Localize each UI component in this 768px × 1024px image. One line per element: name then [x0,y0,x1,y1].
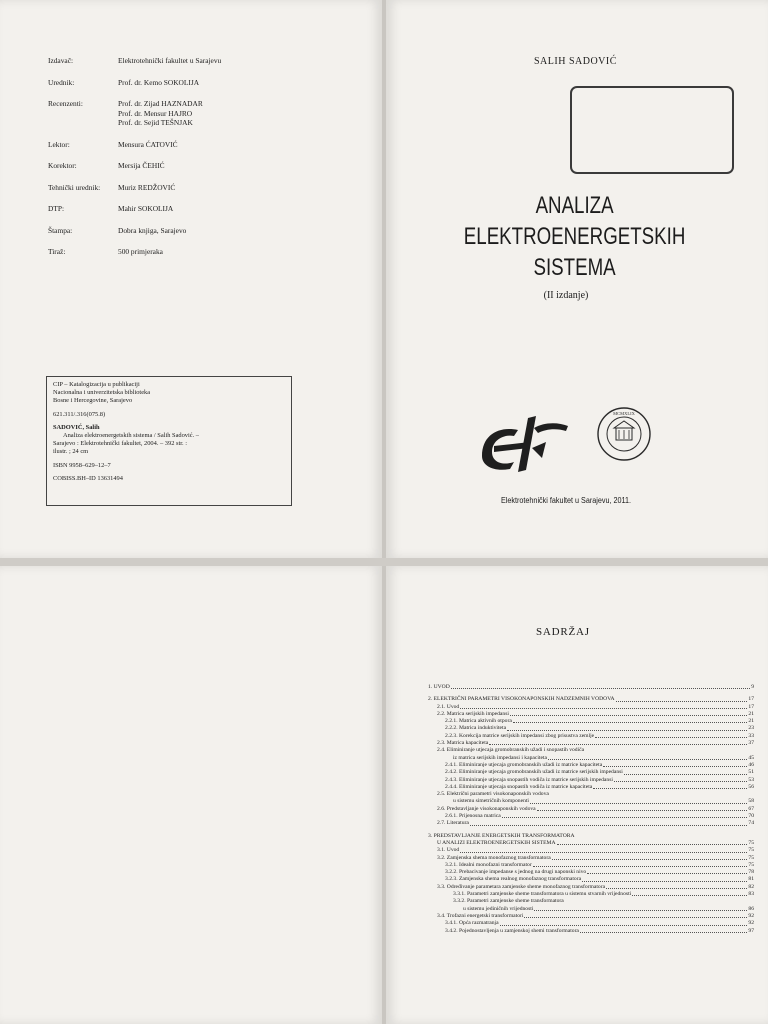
toc-entry-title: 2.4.1. Eliminiranje utjecaja gromobranskih užadi iz matrice kapaciteta [445,761,603,768]
toc-entry [428,718,754,725]
toc-entry [428,684,754,691]
credit-person [118,183,348,193]
toc-leader [624,769,748,774]
cip-header [53,381,285,406]
toc-leader [552,855,748,860]
toc-page-number: 70 [748,813,754,820]
toc-leader [593,784,747,789]
toc-entry-title: 2.3. Matrica kapaciteta [437,740,489,747]
toc-leader [502,813,748,818]
toc-leader [489,740,747,745]
cip-author: SADOVIĆ, Salih [53,423,100,431]
credit-row [48,183,348,193]
toc-entry [428,725,754,732]
toc-entry-title: 3.4. Trofazni energetski transformatori [437,912,524,919]
credit-person [118,247,348,257]
credit-role: Recenzenti: [48,99,83,108]
toc-leader [537,806,748,811]
toc-entry [428,928,754,935]
toc-entry-title: 2.1. Uvod [437,703,460,710]
cip-description-line: Sarajevo : Elektrotehnički fakultet, 2004. – 392 str. : [53,440,187,448]
toc-entry-title: iz matrica serijskih impedansi i kapaciteta [453,754,547,761]
credit-person [118,161,348,171]
credit-row [48,226,348,236]
toc-entry [428,798,754,805]
toc-entry-title: 2.2. Matrica serijskih impedansi [437,710,509,717]
toc-page-number: 75 [748,839,754,846]
toc-entry [428,777,754,784]
toc-leader [533,862,748,867]
credit-row [48,204,348,214]
toc-page-number: 92 [748,920,754,927]
credits-list [48,56,348,269]
toc-page-number: 82 [748,883,754,890]
toc-entry [428,813,754,820]
toc-entry [428,876,754,883]
toc-entry [428,704,754,711]
credit-role: Lektor: [48,139,70,149]
credit-person [118,140,348,150]
toc-entry-title: 2.4.4. Eliminiranje utjecaja snopastih vodiča iz matrice kapaciteta [445,783,593,790]
toc-page-number: 92 [748,912,754,919]
toc-entry-title: 2.2.3. Korekcija matrice serijskih impedansi zbog prisustva zemlje [445,732,595,739]
credit-person [118,78,348,88]
toc-page-number: 37 [748,740,754,747]
toc-leader [460,704,747,709]
toc-entry [428,791,754,798]
cip-header-line: CIP – Katalogizacija u publikaciji [53,381,140,388]
toc-page-number: 97 [748,927,754,934]
toc-page-number: 51 [748,769,754,776]
toc-entry-title: 2.4. Eliminiranje utjecaja gromobranskih užadi i snopastih vodiča [437,747,585,754]
cip-classification: 621.311/.316(075.8) [53,410,106,418]
cip-header-line: Nacionalna i univerzitetska biblioteka [53,389,151,397]
credit-person-line: Mensura ĆATOVIĆ [118,139,178,149]
toc-entry [428,920,754,927]
cip-cobiss: COBISS.BH–ID 13631494 [53,474,123,482]
title-page [386,0,768,558]
toc-page-number: 45 [748,754,754,761]
credit-role: Tiraž: [48,247,66,256]
contents-title: SADRŽAJ [536,626,590,638]
toc-entry-title: 2.5. Električni parametri visokonaponskih vodova [437,791,549,798]
toc-page-number: 75 [748,854,754,861]
toc-entry-title: u sistemu jediničnih vrijednosti [463,905,534,912]
toc-page-number: 58 [748,798,754,805]
toc-entry [428,906,754,913]
table-of-contents [428,684,754,935]
toc-page-number: 81 [748,876,754,883]
toc-entry-title: 1. UVOD [428,684,450,690]
toc-page-number: 75 [748,847,754,854]
credit-person [118,226,348,236]
toc-page-number: 75 [748,861,754,868]
page-divider [0,558,768,566]
toc-entry [428,747,754,754]
credit-person [118,204,348,214]
toc-leader [582,876,747,881]
faculty-logo-icon [474,412,574,474]
toc-leader [606,884,747,889]
credit-role: Štampa: [48,225,73,235]
toc-page-number: 67 [748,805,754,812]
toc-leader [595,733,747,738]
credit-person [118,99,348,128]
credit-row [48,99,348,128]
credit-person-line: Mersija ČEHIĆ [118,161,165,170]
toc-leader [530,798,747,803]
credit-role: Izdavač: [48,56,74,65]
toc-leader [470,820,748,825]
cip-header-line: Bosne i Hercegovine, Sarajevo [53,397,133,405]
toc-entry [428,762,754,769]
cover-frame [570,86,734,174]
toc-entry-title: 3.1. Uvod [437,847,460,854]
toc-page-number: 86 [748,905,754,912]
toc-page-number: 78 [748,869,754,876]
toc-entry [428,784,754,791]
seal-year: MCMXLIX [613,411,635,416]
toc-entry-title: 2.6.1. Prijenosna matrica [445,813,501,820]
publisher-line: Elektrotehnički fakultet u Sarajevu, 2011. [501,496,631,505]
toc-entry [428,884,754,891]
toc-entry-title: 2. ELEKTRIČNI PARAMETRI VISOKONAPONSKIH NADZEMNIH VODOVA [428,696,615,703]
credit-person-line: 500 primjeraka [118,247,163,256]
toc-leader [451,684,750,689]
toc-entry-title: 2.4.3. Eliminiranje utjecaja snopastih vodiča iz matrice serijskih impedansi [445,776,613,783]
toc-entry-title: 2.7. Literatura [437,820,469,827]
cip-description-line: Analiza elektroenergetskih sistema / Salih Sadović. – [63,432,200,440]
toc-entry-title: 2.6. Predstavljanje visokonaponskih vodova [437,805,536,812]
toc-leader [580,928,747,933]
toc-entry-title: 3.3. Određivanje parametara zamjenske sheme monofaznog transformatora [437,883,606,890]
university-seal-icon [596,406,652,462]
toc-leader [534,906,747,911]
credit-role: Tehnički urednik: [48,182,101,192]
toc-entry [428,913,754,920]
credit-person-line: Muriz REDŽOVIĆ [118,182,176,192]
credit-person-line: Prof. dr. Zijad HAZNADAR [118,99,203,108]
toc-entry [428,840,754,847]
toc-entry-title: U ANALIZI ELEKTROENERGETSKIH SISTEMA [437,839,556,846]
toc-entry [428,769,754,776]
toc-page-number: 17 [748,703,754,710]
toc-entry [428,696,754,703]
credit-role: DTP: [48,204,65,213]
toc-leader [557,840,748,845]
toc-page-number: 17 [748,696,754,703]
credit-role: Urednik: [48,77,75,87]
toc-entry-title: 3.2.2. Prebacivanje impedanse s jednog na drugi naponski nivo [445,869,587,876]
book-title-line: ANALIZA [535,192,614,219]
credit-row [48,56,348,66]
toc-entry-title: 3.2.1. Idealni monofazni transformator [445,861,532,868]
credit-person-line: Prof. dr. Mensur HAJRO [118,108,193,118]
blank-page [0,566,382,1024]
toc-leader [587,869,747,874]
toc-entry-title: 3.3.1. Parametri zamjenske sheme transformatora u sistemu stvarnih vrijednosti [453,891,632,898]
credit-role: Korektor: [48,161,77,170]
credit-person-line: Mahir SOKOLIJA [118,204,174,213]
toc-page-number: 53 [748,776,754,783]
toc-page-number: 46 [748,761,754,768]
toc-leader [603,762,747,767]
toc-entry [428,806,754,813]
toc-leader [616,696,748,701]
toc-entry [428,855,754,862]
toc-entry [428,862,754,869]
toc-entry-title: 2.2.2. Matrica induktiviteta [445,725,507,732]
toc-page-number: 56 [748,783,754,790]
contents-page [386,566,768,1024]
toc-entry [428,740,754,747]
toc-entry-title: 3. PREDSTAVLJANJE ENERGETSKIH TRANSFORMATORA [428,832,575,839]
cip-description-line: ilustr. ; 24 cm [53,448,89,456]
toc-entry [428,833,754,840]
toc-leader [524,913,747,918]
toc-page-number: 21 [748,718,754,725]
toc-entry [428,847,754,854]
toc-leader [510,711,747,716]
book-title [426,190,724,283]
credit-person-line: Prof. dr. Sejid TEŠNJAK [118,118,193,127]
toc-leader [632,891,747,896]
toc-page-number: 21 [748,710,754,717]
toc-entry [428,898,754,905]
toc-entry-title: 2.2.1. Matrica aktivnih otpora [445,718,512,725]
credit-person [118,56,348,66]
credit-row [48,247,348,257]
author-name: SALIH SADOVIĆ [534,56,617,67]
book-title-line: ELEKTROENERGETSKIH [463,223,686,250]
toc-leader [614,777,747,782]
cip-record [46,376,292,506]
toc-entry [428,711,754,718]
toc-page-number: 74 [748,820,754,827]
toc-leader [460,847,747,852]
toc-leader [500,920,748,925]
edition-label: (II izdanje) [543,290,589,301]
toc-entry-title: 3.4.2. Pojednostavljenja u zamjenskoj shemi transformatora [445,927,579,934]
toc-entry [428,755,754,762]
toc-entry-title: 3.4.1. Opća razmatranja [445,920,499,927]
credit-person-line: Prof. dr. Kemo SOKOLIJA [118,77,200,87]
toc-entry-title: 2.4.2. Eliminiranje utjecaja gromobranskih užadi iz matrice serijskih impedansi [445,769,623,776]
toc-entry-title: 3.2. Zamjenska shema monofaznog transformatora [437,854,551,861]
toc-entry-title: 3.2.3. Zamjenska shema realnog monofaznog transformatora [445,876,582,883]
credits-page [0,0,382,558]
toc-page-number: 83 [748,891,754,898]
toc-entry [428,820,754,827]
toc-entry [428,733,754,740]
book-title-line: SISTEMA [533,254,616,281]
credit-person-line: Elektrotehnički fakultet u Sarajevu [118,56,222,65]
credit-row [48,140,348,150]
toc-page-number: 33 [748,732,754,739]
credit-row [48,78,348,88]
cip-isbn: ISBN 9958–629–12–7 [53,461,111,469]
toc-entry-title: 3.3.2. Parametri zamjenske sheme transformatora [453,898,564,905]
toc-leader [507,725,747,730]
toc-leader [548,755,747,760]
toc-leader [513,718,748,723]
credit-person-line: Dobra knjiga, Sarajevo [118,225,187,235]
toc-page-number: 23 [748,725,754,732]
toc-page-number: 9 [751,684,754,690]
credit-row [48,161,348,171]
toc-entry-title: u sistemu simetričnih komponenti [453,798,529,805]
